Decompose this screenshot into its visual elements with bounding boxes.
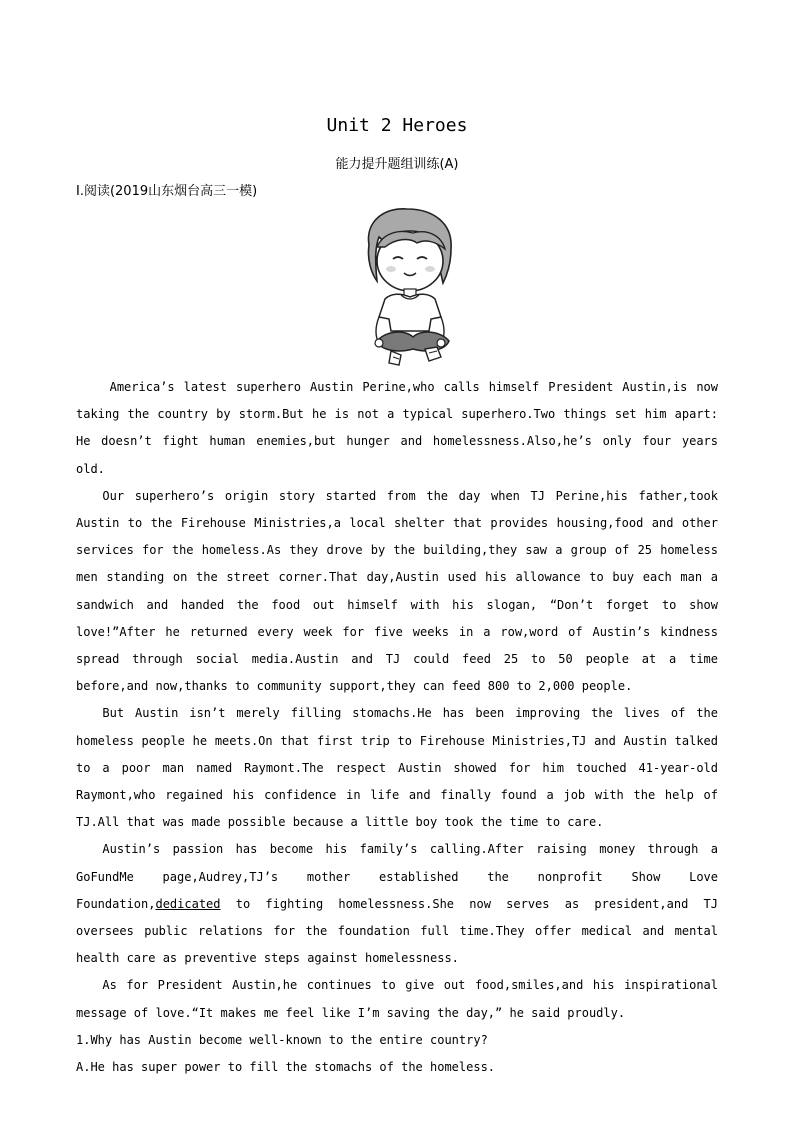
boy-sitting-illustration bbox=[355, 203, 465, 368]
page-title: Unit 2 Heroes bbox=[326, 115, 468, 136]
page-subtitle: 能力提升题组训练(A) bbox=[335, 157, 459, 172]
passage-paragraph-4 bbox=[76, 836, 718, 972]
paragraph-4-text-after: to fighting homelessness.She now serves as president,and TJ oversees public relations for the foundation full time.They offer medical and mental health care as preventive steps against homelessness. bbox=[76, 896, 718, 966]
question-1: 1.Why has Austin become well-known to the entire country? bbox=[76, 1032, 488, 1047]
section-heading: Ⅰ.阅读(2019山东烟台高三一模) bbox=[76, 184, 258, 199]
passage-paragraph-3: But Austin isn’t merely filling stomachs.He has been improving the lives of the homeless people he meets.On that first trip to Firehouse Ministries,TJ and Austin talked to a poor man named Raymont.The respect Austin showed for him touched 41-year-old Raymont,who regained his confidence in life and finally found a job with the help of TJ.All that was made possible because a little boy took the time to care. bbox=[76, 706, 718, 830]
question-1-option-a: A.He has super power to fill the stomachs of the homeless. bbox=[76, 1060, 496, 1075]
underlined-word-dedicated: dedicated bbox=[155, 896, 221, 911]
reading-passage bbox=[76, 374, 718, 1081]
passage-paragraph-2: Our superhero’s origin story started from the day when TJ Perine,his father,took Austin to the Firehouse Ministries,a local shelter that provides housing,food and other services for the homeless.As they drove by the building,they saw a group of 25 homeless men standing on the street corner.That day,Austin used his allowance to buy each man a sandwich and handed the food out himself with his slogan, “Don’t forget to show love!”After he returned every week for five weeks in a row,word of Austin’s kindness spread through social media.Austin and TJ could feed 25 to 50 people at a time before,and now,thanks to community support,they can feed 800 to 2,000 people. bbox=[76, 488, 718, 694]
passage-paragraph-1: America’s latest superhero Austin Perine,who calls himself President Austin,is now taking the country by storm.But he is not a typical superhero.Two things set him apart: He doesn’t fight human enemies,but hunger and homelessness.Also,he’s only four years old. bbox=[76, 380, 718, 476]
paragraph-4-text-before: Austin’s passion has become his family’s calling.After raising money through a GoFundMe page,Audrey,TJ’s mother established the nonprofit Show Love Foundation, bbox=[76, 842, 718, 911]
passage-paragraph-5: As for President Austin,he continues to give out food,smiles,and his inspirational message of love.“It makes me feel like I’m saving the day,” he said proudly. bbox=[76, 978, 718, 1020]
